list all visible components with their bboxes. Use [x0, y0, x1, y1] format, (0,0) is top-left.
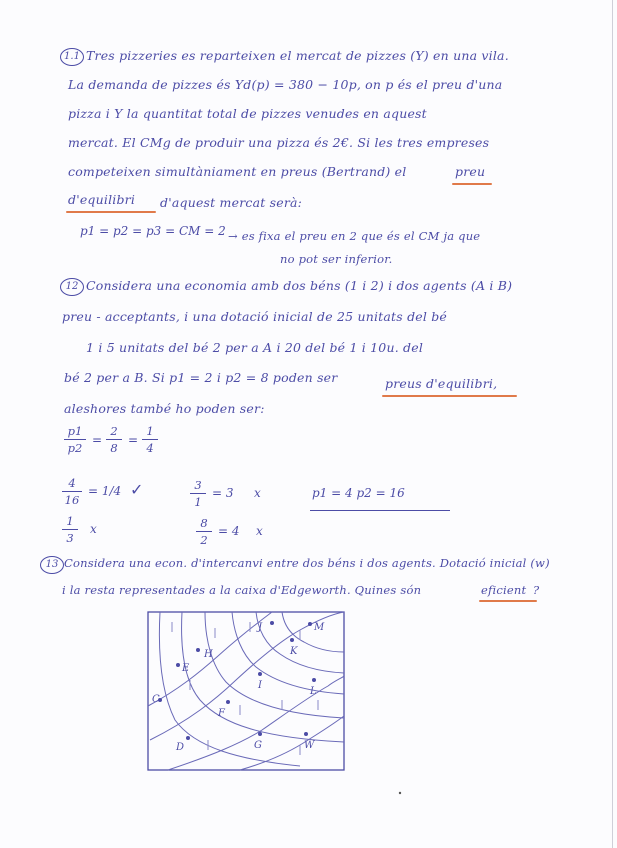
q13-line-2: i la resta representades a la caixa d'Edgeworth. Quines són [62, 583, 422, 597]
q11-underlined-preu: preu [455, 164, 486, 179]
point-h [196, 648, 200, 652]
curve [168, 676, 344, 770]
point-w [304, 732, 308, 736]
option-num: 8 [200, 516, 208, 530]
label-g: G [254, 740, 262, 751]
q11-line-4: mercat. El CMg de produir una pizza és 2€. Si les tres empreses [68, 135, 490, 150]
label-h: H [204, 649, 213, 660]
q12-line-2: preu - acceptants, i una dotació inicial de 25 unitats del bé [62, 309, 448, 324]
q11-line-6: d'aquest mercat serà: [160, 195, 303, 210]
q11-line-1: Tres pizzeries es reparteixen el mercat de pizzes (Y) en una vila. [86, 48, 509, 63]
q11-line-3: pizza i Y la quantitat total de pizzes venudes en aquest [68, 106, 427, 121]
option-d-eq: = 4 [218, 524, 240, 538]
point-k [290, 638, 294, 642]
label-l: L [310, 686, 317, 697]
cross-mark-icon: x [256, 524, 263, 538]
q12-underlined: preus d'equilibri, [385, 376, 498, 391]
ratio-den: 4 [146, 441, 154, 456]
question-number-11: 1.1 [60, 48, 84, 66]
ratio-den: 8 [110, 441, 118, 456]
q12-result: p1 = 4 p2 = 16 [312, 486, 405, 500]
label-c: C [152, 694, 160, 705]
equals-sign: = [128, 433, 139, 447]
ratio-den: p2 [67, 441, 83, 456]
option-num: 4 [68, 476, 76, 490]
q12-line-3: 1 i 5 unitats del bé 2 per a A i 20 del bé 1 i 10u. del [86, 340, 424, 355]
option-a-eq: = 1/4 [88, 484, 122, 498]
label-f: F [218, 708, 225, 719]
point-l [312, 678, 316, 682]
option-den: 1 [194, 495, 202, 510]
label-d: D [176, 742, 185, 753]
q12-line-5: aleshores també ho poden ser: [64, 401, 265, 416]
q11-note-2: no pot ser inferior. [280, 252, 393, 266]
point-g [258, 732, 262, 736]
point-i [258, 672, 262, 676]
question-number-13: 13 [40, 556, 64, 574]
option-num: 3 [194, 478, 202, 492]
q13-underlined: eficient [481, 583, 527, 597]
cross-mark-icon: x [90, 522, 97, 536]
label-w: W [304, 740, 315, 751]
curve [232, 612, 344, 694]
tick-marks [172, 622, 318, 755]
q11-answer: p1 = p2 = p3 = CM = 2 [80, 224, 226, 238]
point-f [226, 700, 230, 704]
label-k: K [290, 646, 298, 657]
q11-note-1: → es fixa el preu en 2 que és el CM ja que [228, 229, 481, 243]
option-b-eq: = 3 [212, 486, 234, 500]
ratio-num: p1 [67, 424, 83, 438]
option-den: 16 [64, 493, 80, 508]
q11-underlined-equilibri: d'equilibri [68, 192, 136, 207]
point-j [270, 621, 274, 625]
cross-mark-icon: x [254, 486, 261, 500]
equals-sign: = [92, 433, 103, 447]
label-m: M [314, 622, 325, 633]
option-num: 1 [66, 514, 74, 528]
point-d [186, 736, 190, 740]
point-e [176, 663, 180, 667]
label-e: E [182, 663, 190, 674]
ratio-num: 1 [146, 424, 154, 438]
q11-line-2: La demanda de pizzes és Yd(p) = 380 − 10p, on p és el preu d'una [68, 77, 503, 92]
option-den: 3 [66, 531, 74, 546]
question-number-12: 12 [60, 278, 84, 296]
ratio-num: 2 [110, 424, 118, 438]
label-i: I [258, 680, 262, 691]
option-den: 2 [200, 533, 208, 548]
q13-question-mark: ? [533, 583, 540, 597]
q12-line-1: Considera una economia amb dos béns (1 i 2) i dos agents (A i B) [86, 278, 513, 293]
ink-dot [399, 792, 401, 794]
label-j: J [258, 622, 263, 633]
q13-line-1: Considera una econ. d'intercanvi entre dos béns i dos agents. Dotació inicial (w) [64, 556, 550, 570]
point-m [308, 622, 312, 626]
q12-line-4: bé 2 per a B. Si p1 = 2 i p2 = 8 poden ser [64, 370, 338, 385]
q11-line-5: competeixen simultàniament en preus (Bertrand) el [68, 164, 407, 179]
check-mark-icon: ✓ [130, 480, 144, 499]
curve [256, 612, 344, 673]
